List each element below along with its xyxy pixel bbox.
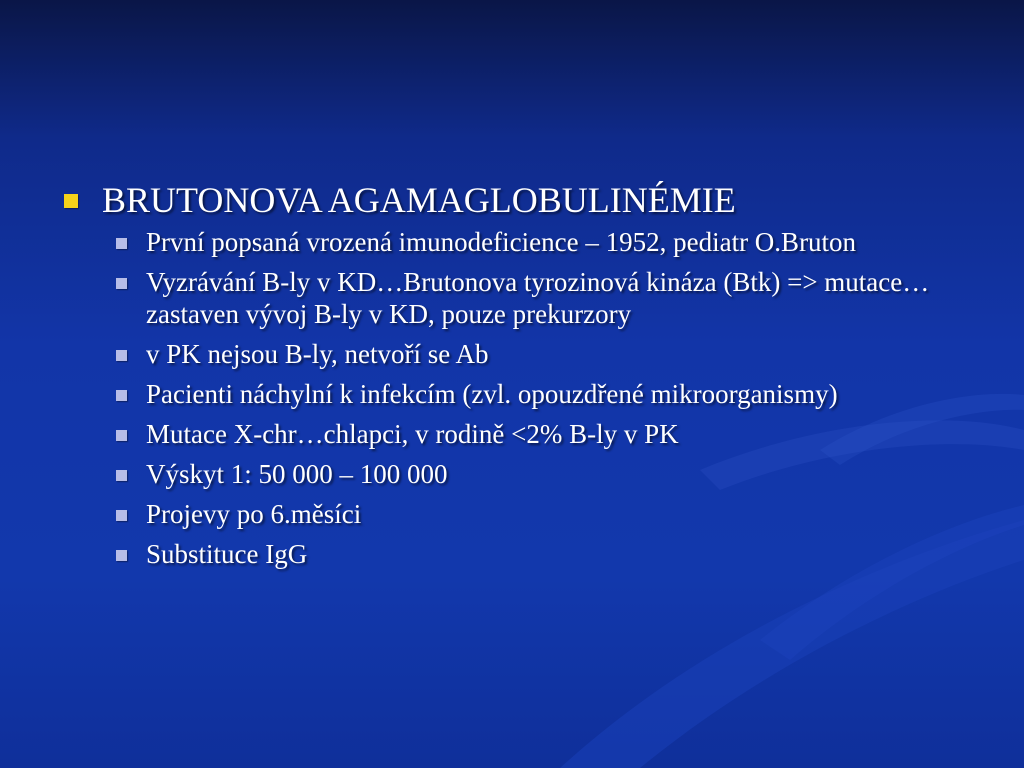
square-bullet-icon <box>64 194 78 208</box>
list-item <box>62 458 962 490</box>
square-bullet-icon <box>116 390 127 401</box>
list-item-text: Mutace X-chr…chlapci, v rodině <2% B-ly v PK <box>146 419 679 449</box>
sub-bullet-list <box>62 226 962 570</box>
list-item-text: Substituce IgG <box>146 539 308 569</box>
list-item <box>62 418 962 450</box>
list-item <box>62 226 962 258</box>
list-item-text: Pacienti náchylní k infekcím (zvl. opouzdřené mikroorganismy) <box>146 379 838 409</box>
list-item <box>62 266 962 330</box>
list-item <box>62 378 962 410</box>
list-item-text: v PK nejsou B-ly, netvoří se Ab <box>146 339 489 369</box>
square-bullet-icon <box>116 278 127 289</box>
square-bullet-icon <box>116 510 127 521</box>
list-item-text: Vyzrávání B-ly v KD…Brutonova tyrozinová kináza (Btk) => mutace…zastaven vývoj B-ly v KD, pouze prekurzory <box>146 267 930 329</box>
list-item-text: První popsaná vrozená imunodeficience – 1952, pediatr O.Bruton <box>146 227 857 257</box>
square-bullet-icon <box>116 470 127 481</box>
slide-heading: BRUTONOVA AGAMAGLOBULINÉMIE <box>102 180 736 220</box>
list-item <box>62 338 962 370</box>
square-bullet-icon <box>116 350 127 361</box>
list-item-text: Projevy po 6.měsíci <box>146 499 362 529</box>
square-bullet-icon <box>116 238 127 249</box>
list-item-text: Výskyt 1: 50 000 – 100 000 <box>146 459 448 489</box>
square-bullet-icon <box>116 550 127 561</box>
square-bullet-icon <box>116 430 127 441</box>
main-bullet-item <box>62 178 962 222</box>
slide-content <box>62 178 962 578</box>
list-item <box>62 538 962 570</box>
list-item <box>62 498 962 530</box>
